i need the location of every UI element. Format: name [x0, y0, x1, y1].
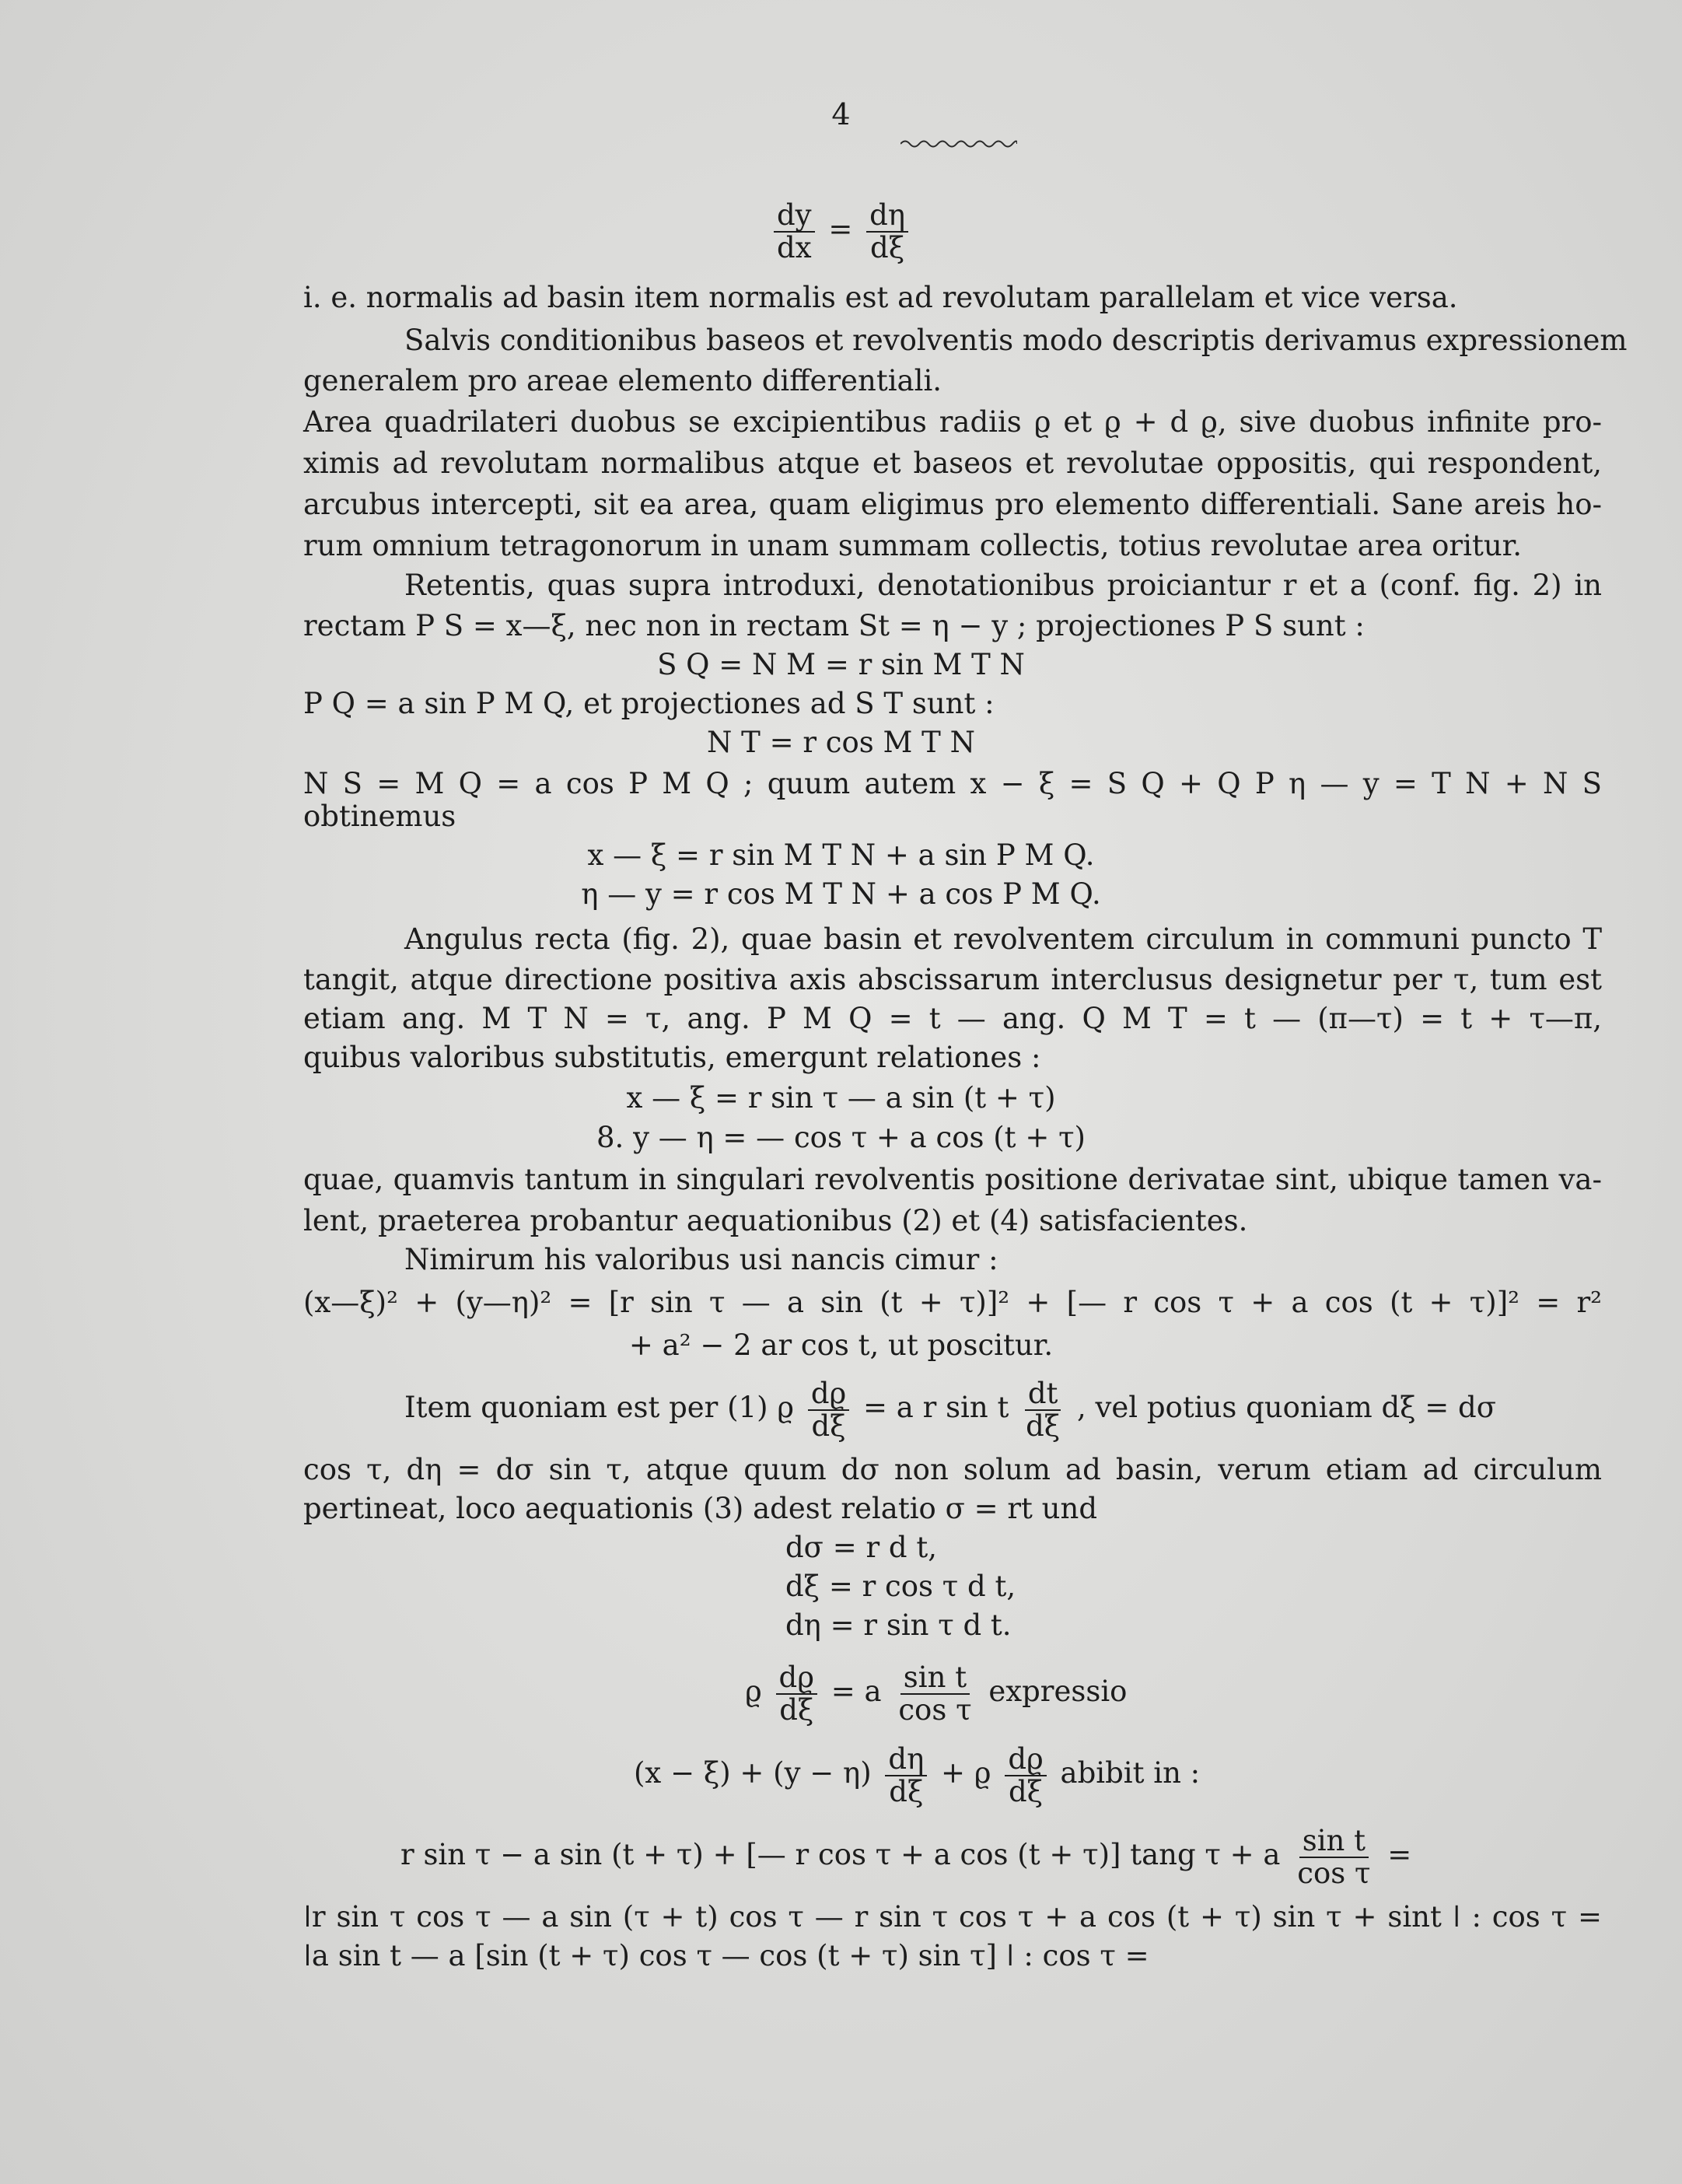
text-line: pertineat, loco aequationis (3) adest relatio σ = rt und	[303, 1492, 1098, 1525]
text-line: arcubus intercepti, sit ea area, quam eligimus pro elemento differentiali. Sane areis ho-	[303, 488, 1602, 521]
denominator: dx	[777, 230, 812, 264]
numerator: sin t	[900, 1662, 970, 1695]
fraction-deta-dxi	[885, 1741, 927, 1808]
text: r sin τ − a sin (t + τ) + [— r cos τ + a cos (t + τ)] tang τ + a	[400, 1838, 1281, 1871]
text: = a	[831, 1675, 882, 1708]
text-line: Nimirum his valoribus usi nancis cimur :	[404, 1243, 998, 1276]
numerator: dη	[885, 1744, 927, 1776]
numerator: dη	[866, 200, 908, 233]
text-line: etiam ang. M T N = τ, ang. P M Q = t — ang. Q M T = t — (π—τ) = t + τ—π,	[303, 1002, 1602, 1035]
text-line: generalem pro areae elemento differentiali.	[303, 364, 942, 397]
denominator: dξ	[889, 1774, 924, 1808]
fraction-dt-dxi	[1023, 1378, 1063, 1442]
equation-line: dη = r sin τ d t.	[785, 1608, 1012, 1642]
numerator: sin t	[1299, 1825, 1369, 1858]
text-line: rum omnium tetragonorum in unam summam collectis, totius revolutae area oritur.	[303, 529, 1523, 562]
equation-line: dξ = r cos τ d t,	[785, 1570, 1016, 1603]
text: , vel potius quoniam dξ = dσ	[1076, 1391, 1497, 1424]
decorative-wave-rule	[900, 138, 1017, 149]
equals-sign: =	[828, 212, 853, 246]
text: abibit in :	[1060, 1756, 1201, 1790]
text-line: ximis ad revolutam normalibus atque et baseos et revolutae oppositis, qui respondent,	[303, 446, 1602, 480]
text: =	[1387, 1838, 1412, 1871]
fraction-sint-costau	[895, 1662, 974, 1726]
equation-line: x — ξ = r sin τ — a sin (t + τ)	[626, 1081, 1056, 1115]
text-line: cos τ, dη = dσ sin τ, atque quum dσ non solum ad basin, verum etiam ad circulum	[303, 1453, 1602, 1486]
numerator: dϱ	[776, 1662, 817, 1695]
text-line: Area quadrilateri duobus se excipientibus radiis ϱ et ϱ + d ϱ, sive duobus infinite pro-	[303, 405, 1602, 439]
text-line: lent, praeterea probantur aequationibus (2) et (4) satisfacientes.	[303, 1204, 1248, 1237]
fraction-deta-dxi	[866, 200, 908, 264]
text: (x − ξ) + (y − η)	[634, 1756, 872, 1790]
text-line: quae, quamvis tantum in singulari revolventis positione derivatae sint, ubique tamen va-	[303, 1163, 1602, 1196]
text: = a r sin t	[863, 1391, 1009, 1424]
equation-tang	[400, 1816, 1682, 1894]
numerator: dt	[1025, 1378, 1061, 1411]
text-line: Salvis conditionibus baseos et revolventis modo descriptis derivamus expressionem	[404, 324, 1628, 357]
numerator: dy	[774, 200, 815, 233]
text: expressio	[988, 1675, 1128, 1708]
text-line: tangit, atque directione positiva axis abscissarum interclusus designetur per τ, tum est	[303, 963, 1602, 996]
equation-line: N T = r cos M T N	[707, 726, 975, 759]
text-line: Retentis, quas supra introduxi, denotationibus proiciantur r et a (conf. fig. 2) in	[404, 569, 1602, 602]
denominator: cos τ	[898, 1692, 972, 1727]
denominator: dξ	[870, 230, 905, 264]
equation-item-quoniam	[404, 1369, 1602, 1447]
fraction-drho-dxi	[1005, 1741, 1046, 1808]
text-line: obtinemus	[303, 800, 456, 833]
equation-abibit	[634, 1734, 1682, 1812]
denominator: cos τ	[1297, 1856, 1371, 1890]
equation-rho	[745, 1653, 1682, 1731]
equation-dy-dx	[0, 191, 1682, 268]
numerator: dϱ	[808, 1378, 849, 1411]
text-line: P Q = a sin P M Q, et projectiones ad S T sunt :	[303, 687, 995, 720]
text: Item quoniam est per (1) ϱ	[404, 1391, 795, 1424]
equation-line: S Q = N M = r sin M T N	[657, 648, 1025, 681]
denominator: dξ	[1026, 1409, 1061, 1443]
text: ϱ	[745, 1675, 762, 1708]
denominator: dξ	[779, 1692, 814, 1727]
text-line: N S = M Q = a cos P M Q ; quum autem x − ξ = S Q + Q P η — y = T N + N S	[303, 767, 1602, 800]
equation-line: 8. y — η = — cos τ + a cos (t + τ)	[596, 1121, 1086, 1154]
equation-line: + a² − 2 ar cos t, ut poscitur.	[628, 1328, 1054, 1362]
equation-line: dσ = r d t,	[785, 1531, 937, 1564]
numerator: dϱ	[1005, 1744, 1046, 1776]
text-line: i. e. normalis ad basin item normalis est ad revolutam parallelam et vice versa.	[303, 281, 1458, 314]
equation-line: x — ξ = r sin M T N + a sin P M Q.	[587, 838, 1095, 872]
text-line: rectam P S = x—ξ, nec non in rectam St = η − y ; projectiones P S sunt :	[303, 609, 1365, 642]
text-line: quibus valoribus substitutis, emergunt relationes :	[303, 1041, 1041, 1074]
equation-line: η — y = r cos M T N + a cos P M Q.	[581, 877, 1101, 911]
denominator: dξ	[811, 1409, 846, 1443]
equation-line: ǀr sin τ cos τ — a sin (τ + t) cos τ — r sin τ cos τ + a cos (t + τ) sin τ + sint ǀ : cos τ =	[303, 1900, 1602, 1934]
fraction-dy-dx	[774, 200, 815, 264]
text: + ϱ	[941, 1756, 991, 1790]
text-line: Angulus recta (fig. 2), quae basin et revolventem circulum in communi puncto T	[404, 922, 1602, 956]
fraction-drho-dxi	[776, 1662, 817, 1726]
equation-line: ǀa sin t — a [sin (t + τ) cos τ — cos (t + τ) sin τ] ǀ : cos τ =	[303, 1939, 1149, 1972]
denominator: dξ	[1008, 1774, 1044, 1808]
page-number: 4	[831, 97, 851, 131]
equation-line: (x—ξ)² + (y—η)² = [r sin τ — a sin (t + τ)]² + [— r cos τ + a cos (t + τ)]² = r²	[303, 1286, 1602, 1319]
fraction-sint-costau	[1294, 1825, 1373, 1889]
fraction-drho-dxi	[808, 1378, 849, 1442]
